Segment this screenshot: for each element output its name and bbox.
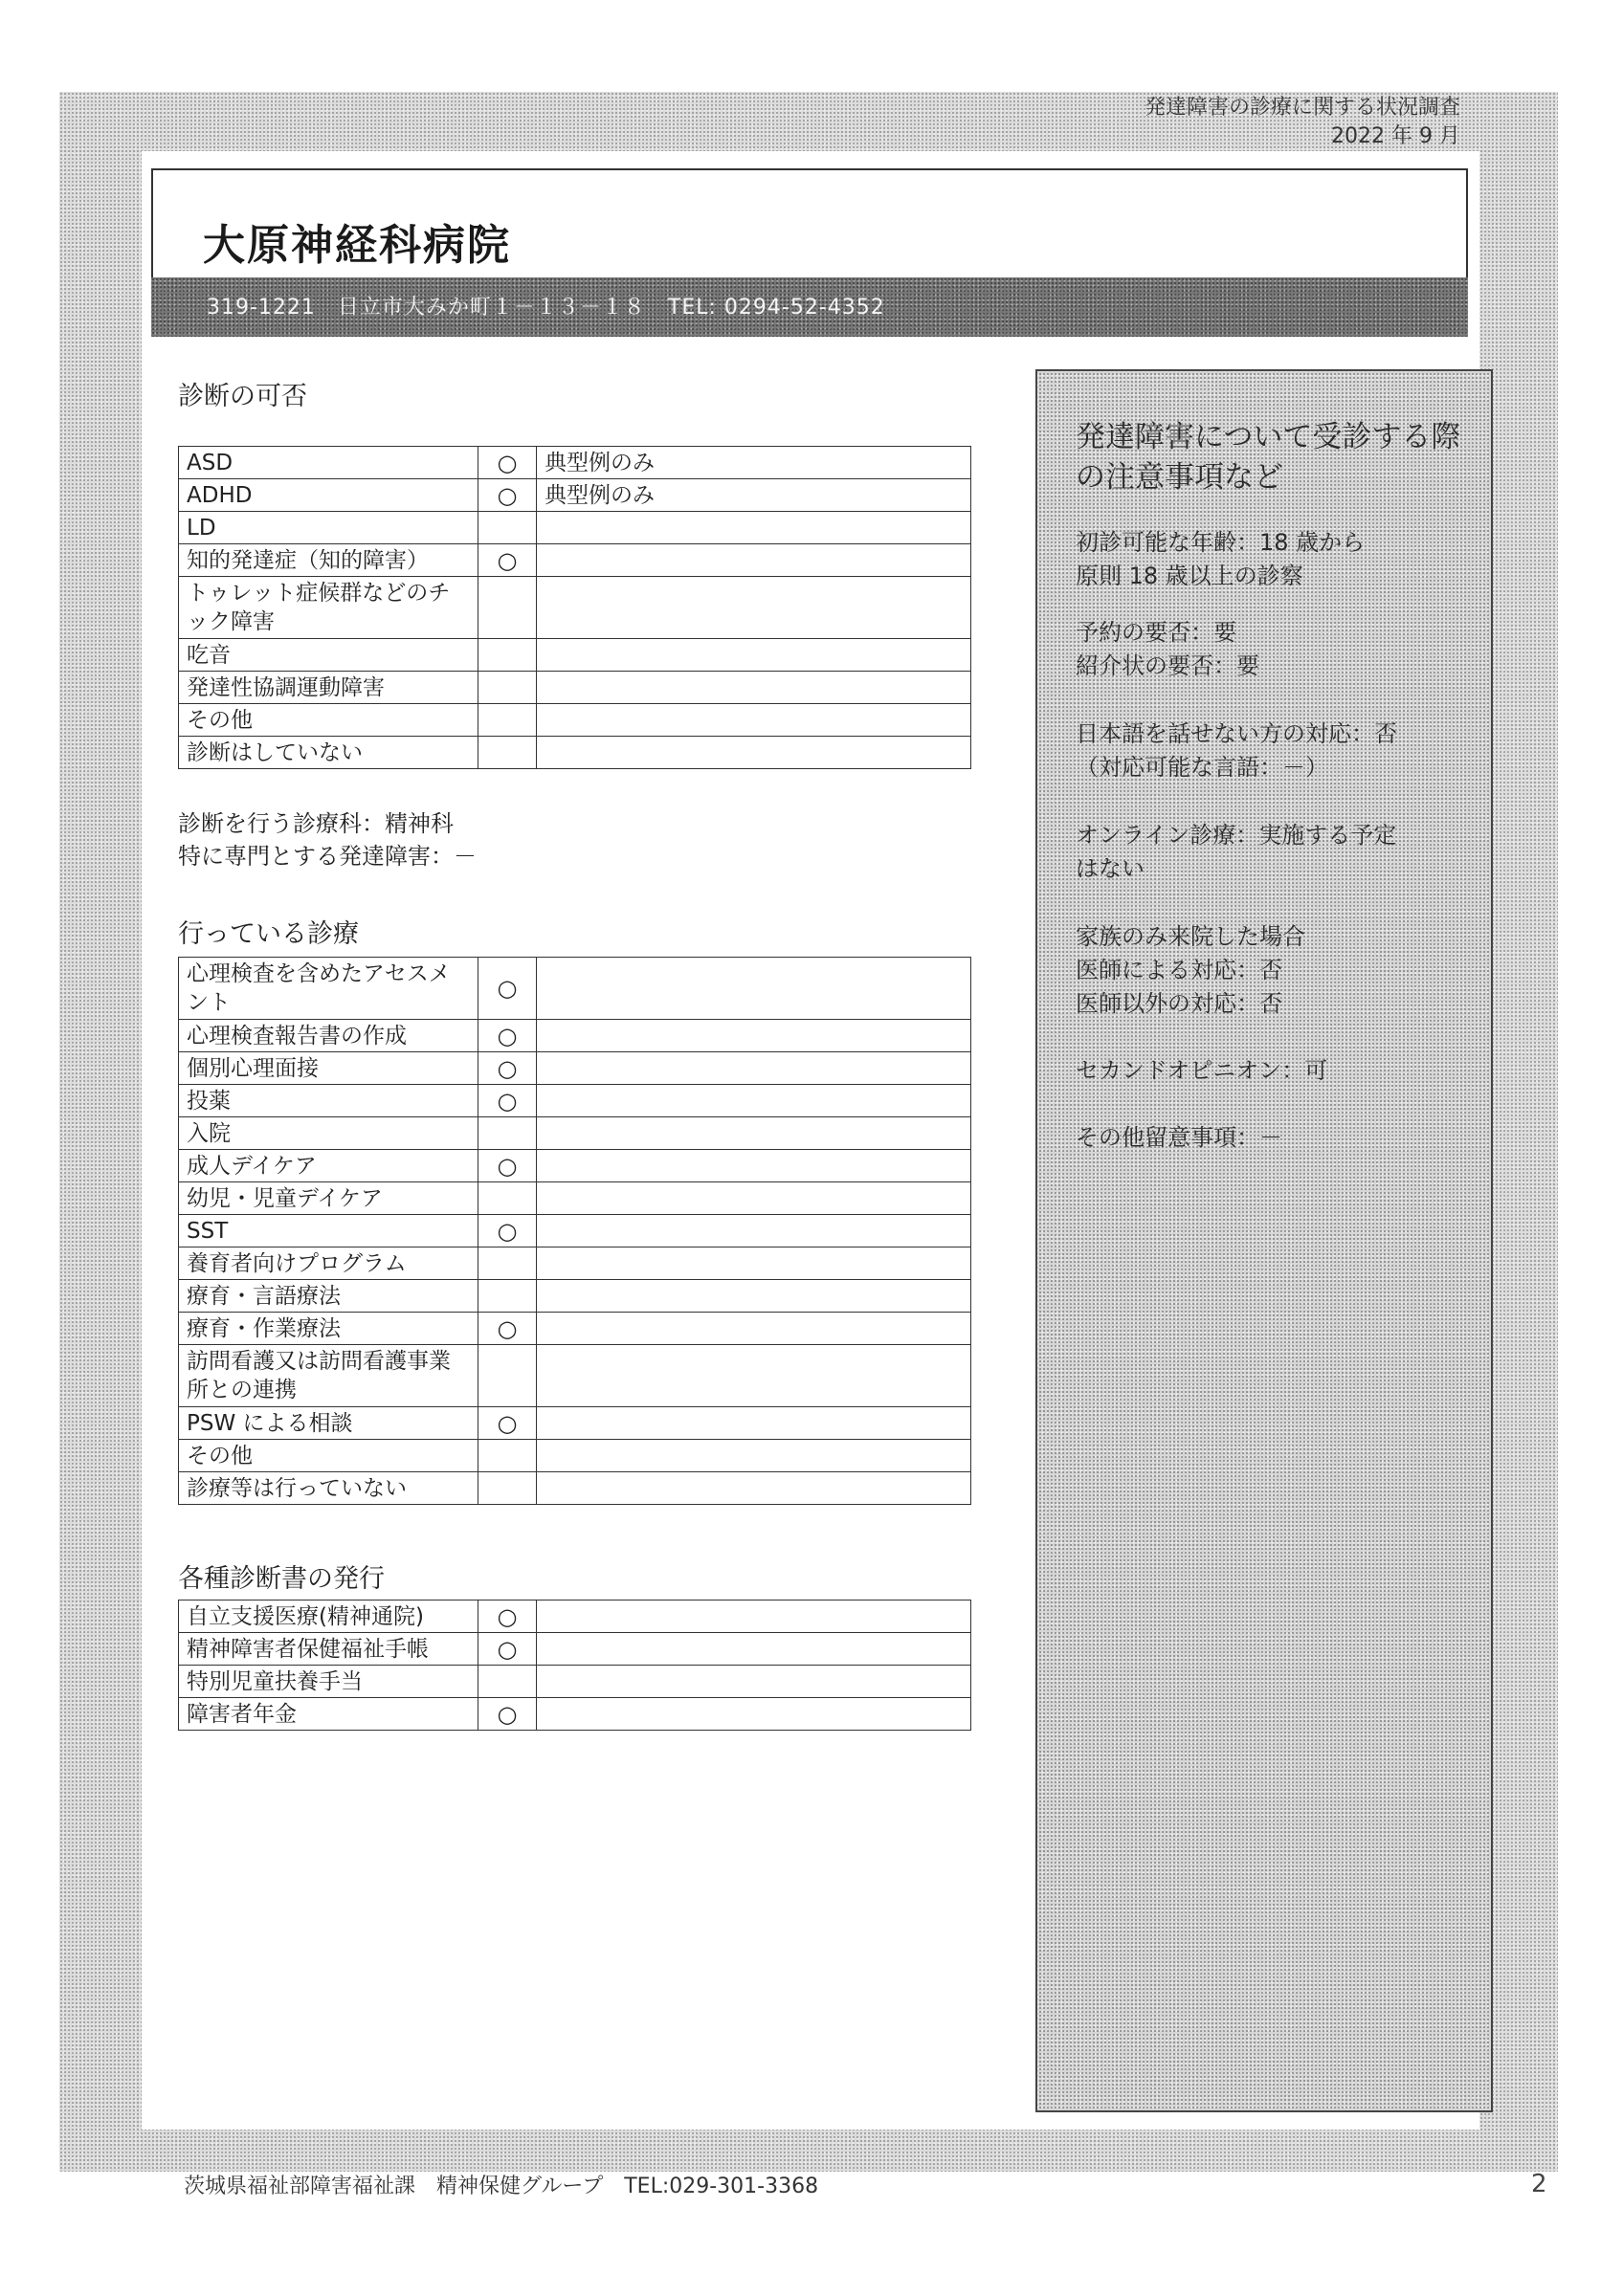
row-label: その他 <box>179 1440 478 1472</box>
table-row <box>179 1472 971 1505</box>
row-note <box>537 1698 971 1731</box>
note-line: 医師による対応：否 <box>1076 957 1282 983</box>
row-mark <box>478 1345 537 1407</box>
row-mark: ○ <box>478 1698 537 1731</box>
row-mark <box>478 1247 537 1280</box>
row-mark: ○ <box>478 1085 537 1117</box>
note-item <box>1076 1054 1478 1088</box>
row-mark: ○ <box>478 1052 537 1085</box>
table-row <box>179 1085 971 1117</box>
row-note <box>537 1117 971 1150</box>
row-note <box>537 577 971 639</box>
note-item <box>1076 718 1478 784</box>
row-note <box>537 958 971 1020</box>
row-mark <box>478 672 537 704</box>
table-row <box>179 1150 971 1182</box>
row-note <box>537 1150 971 1182</box>
row-note <box>537 1440 971 1472</box>
row-mark <box>478 1280 537 1313</box>
note-line: 原則 18 歳以上の診察 <box>1076 563 1303 589</box>
footer-contact: 茨城県福祉部障害福祉課 精神保健グループ TEL:029-301-3368 <box>184 2175 819 2198</box>
table-row <box>179 1020 971 1052</box>
survey-title: 発達障害の診療に関する状況調査 <box>1144 96 1460 120</box>
note-line: （対応可能な言語：－） <box>1076 754 1328 781</box>
row-label: 発達性協調運動障害 <box>179 672 478 704</box>
note-line: 日本語を話せない方の対応：否 <box>1076 720 1397 747</box>
table-row <box>179 1182 971 1215</box>
row-mark: ○ <box>478 447 537 479</box>
note-line: はない <box>1076 855 1145 882</box>
note-line: 紹介状の要否：要 <box>1076 652 1259 679</box>
row-label: 入院 <box>179 1117 478 1150</box>
row-mark <box>478 737 537 769</box>
diagnosis-specialty: 特に専門とする発達障害：－ <box>178 843 477 870</box>
row-note <box>537 1601 971 1633</box>
survey-date: 2022 年 9 月 <box>1331 124 1460 148</box>
row-label: 知的発達症（知的障害） <box>179 544 478 577</box>
row-mark: ○ <box>478 1633 537 1666</box>
treatment-table <box>178 957 971 1505</box>
table-row <box>179 1247 971 1280</box>
row-label: 訪問看護又は訪問看護事業所との連携 <box>179 1345 478 1407</box>
table-row <box>179 1345 971 1407</box>
row-mark: ○ <box>478 1150 537 1182</box>
row-note <box>537 1182 971 1215</box>
row-note: 典型例のみ <box>537 479 971 512</box>
row-mark <box>478 1440 537 1472</box>
row-label: 個別心理面接 <box>179 1052 478 1085</box>
row-label: トゥレット症候群などのチック障害 <box>179 577 478 639</box>
row-label: 精神障害者保健福祉手帳 <box>179 1633 478 1666</box>
row-note <box>537 639 971 672</box>
row-label: 自立支援医療(精神通院) <box>179 1601 478 1633</box>
table-row <box>179 577 971 639</box>
table-row <box>179 512 971 544</box>
note-line: 初診可能な年齢：18 歳から <box>1076 529 1366 556</box>
note-item <box>1076 1121 1478 1155</box>
row-label: 吃音 <box>179 639 478 672</box>
hospital-address: 319-1221 日立市大みか町１－１３－１８ TEL: 0294-52-4352 <box>207 296 885 320</box>
table-row <box>179 672 971 704</box>
diagnosis-department: 診断を行う診療科：精神科 <box>178 810 454 837</box>
row-mark: ○ <box>478 1313 537 1345</box>
note-line: 医師以外の対応：否 <box>1076 990 1282 1017</box>
notes-heading: 発達障害について受診する際の注意事項など <box>1076 420 1461 495</box>
row-label: 投薬 <box>179 1085 478 1117</box>
row-mark: ○ <box>478 1407 537 1440</box>
table-row <box>179 1215 971 1247</box>
row-mark <box>478 512 537 544</box>
row-mark: ○ <box>478 1601 537 1633</box>
row-mark <box>478 639 537 672</box>
table-row <box>179 1407 971 1440</box>
row-note <box>537 704 971 737</box>
table-row <box>179 737 971 769</box>
row-label: 診断はしていない <box>179 737 478 769</box>
table-row <box>179 1052 971 1085</box>
table-row <box>179 544 971 577</box>
hospital-title-box <box>151 168 1468 279</box>
survey-header <box>1145 94 1460 151</box>
row-label: 特別児童扶養手当 <box>179 1666 478 1698</box>
certificates-table <box>178 1600 971 1731</box>
note-line: その他留意事項：－ <box>1076 1124 1282 1151</box>
note-line: セカンドオピニオン：可 <box>1076 1057 1328 1084</box>
row-mark <box>478 704 537 737</box>
table-row <box>179 1117 971 1150</box>
row-note <box>537 1085 971 1117</box>
table-row <box>179 1601 971 1633</box>
table-row <box>179 704 971 737</box>
note-item <box>1076 920 1478 1021</box>
note-line: 予約の要否：要 <box>1076 619 1236 646</box>
row-label: 成人デイケア <box>179 1150 478 1182</box>
row-mark: ○ <box>478 958 537 1020</box>
row-mark <box>478 1472 537 1505</box>
row-note <box>537 1020 971 1052</box>
table-row <box>179 447 971 479</box>
row-label: ADHD <box>179 479 478 512</box>
page-number: 2 <box>1531 2170 1547 2198</box>
row-mark: ○ <box>478 479 537 512</box>
row-note <box>537 544 971 577</box>
note-line: 家族のみ来院した場合 <box>1076 923 1305 950</box>
row-mark: ○ <box>478 544 537 577</box>
row-note <box>537 512 971 544</box>
treatment-heading: 行っている診療 <box>178 919 359 949</box>
row-label: 障害者年金 <box>179 1698 478 1731</box>
row-label: PSW による相談 <box>179 1407 478 1440</box>
row-note <box>537 1052 971 1085</box>
row-label: SST <box>179 1215 478 1247</box>
row-mark <box>478 1117 537 1150</box>
row-note <box>537 672 971 704</box>
table-row <box>179 1698 971 1731</box>
row-note <box>537 1247 971 1280</box>
row-label: ASD <box>179 447 478 479</box>
row-label: 幼児・児童デイケア <box>179 1182 478 1215</box>
row-note <box>537 1666 971 1698</box>
row-mark <box>478 1182 537 1215</box>
row-mark <box>478 577 537 639</box>
note-item <box>1076 616 1478 683</box>
row-note <box>537 1633 971 1666</box>
address-bar <box>151 277 1468 337</box>
row-note <box>537 1215 971 1247</box>
row-label: 診療等は行っていない <box>179 1472 478 1505</box>
diagnosis-heading: 診断の可否 <box>178 382 307 411</box>
hospital-name: 大原神経科病院 <box>203 221 511 270</box>
row-label: LD <box>179 512 478 544</box>
row-note <box>537 1345 971 1407</box>
table-row <box>179 1313 971 1345</box>
note-item <box>1076 526 1478 593</box>
table-row <box>179 1280 971 1313</box>
row-label: 療育・言語療法 <box>179 1280 478 1313</box>
certificates-heading: 各種診断書の発行 <box>178 1564 385 1594</box>
table-row <box>179 479 971 512</box>
row-label: 養育者向けプログラム <box>179 1247 478 1280</box>
table-row <box>179 639 971 672</box>
row-mark <box>478 1666 537 1698</box>
row-note <box>537 1407 971 1440</box>
note-line: オンライン診療：実施する予定 <box>1076 822 1397 849</box>
row-note <box>537 1280 971 1313</box>
row-mark: ○ <box>478 1215 537 1247</box>
row-mark: ○ <box>478 1020 537 1052</box>
row-note: 典型例のみ <box>537 447 971 479</box>
row-label: 心理検査報告書の作成 <box>179 1020 478 1052</box>
note-item <box>1076 819 1478 886</box>
row-note <box>537 737 971 769</box>
row-note <box>537 1313 971 1345</box>
row-label: 療育・作業療法 <box>179 1313 478 1345</box>
table-row <box>179 1633 971 1666</box>
row-label: 心理検査を含めたアセスメント <box>179 958 478 1020</box>
row-note <box>537 1472 971 1505</box>
table-row <box>179 1666 971 1698</box>
row-label: その他 <box>179 704 478 737</box>
notes-panel <box>1035 369 1493 2112</box>
table-row <box>179 1440 971 1472</box>
diagnosis-table <box>178 446 971 769</box>
table-row <box>179 958 971 1020</box>
